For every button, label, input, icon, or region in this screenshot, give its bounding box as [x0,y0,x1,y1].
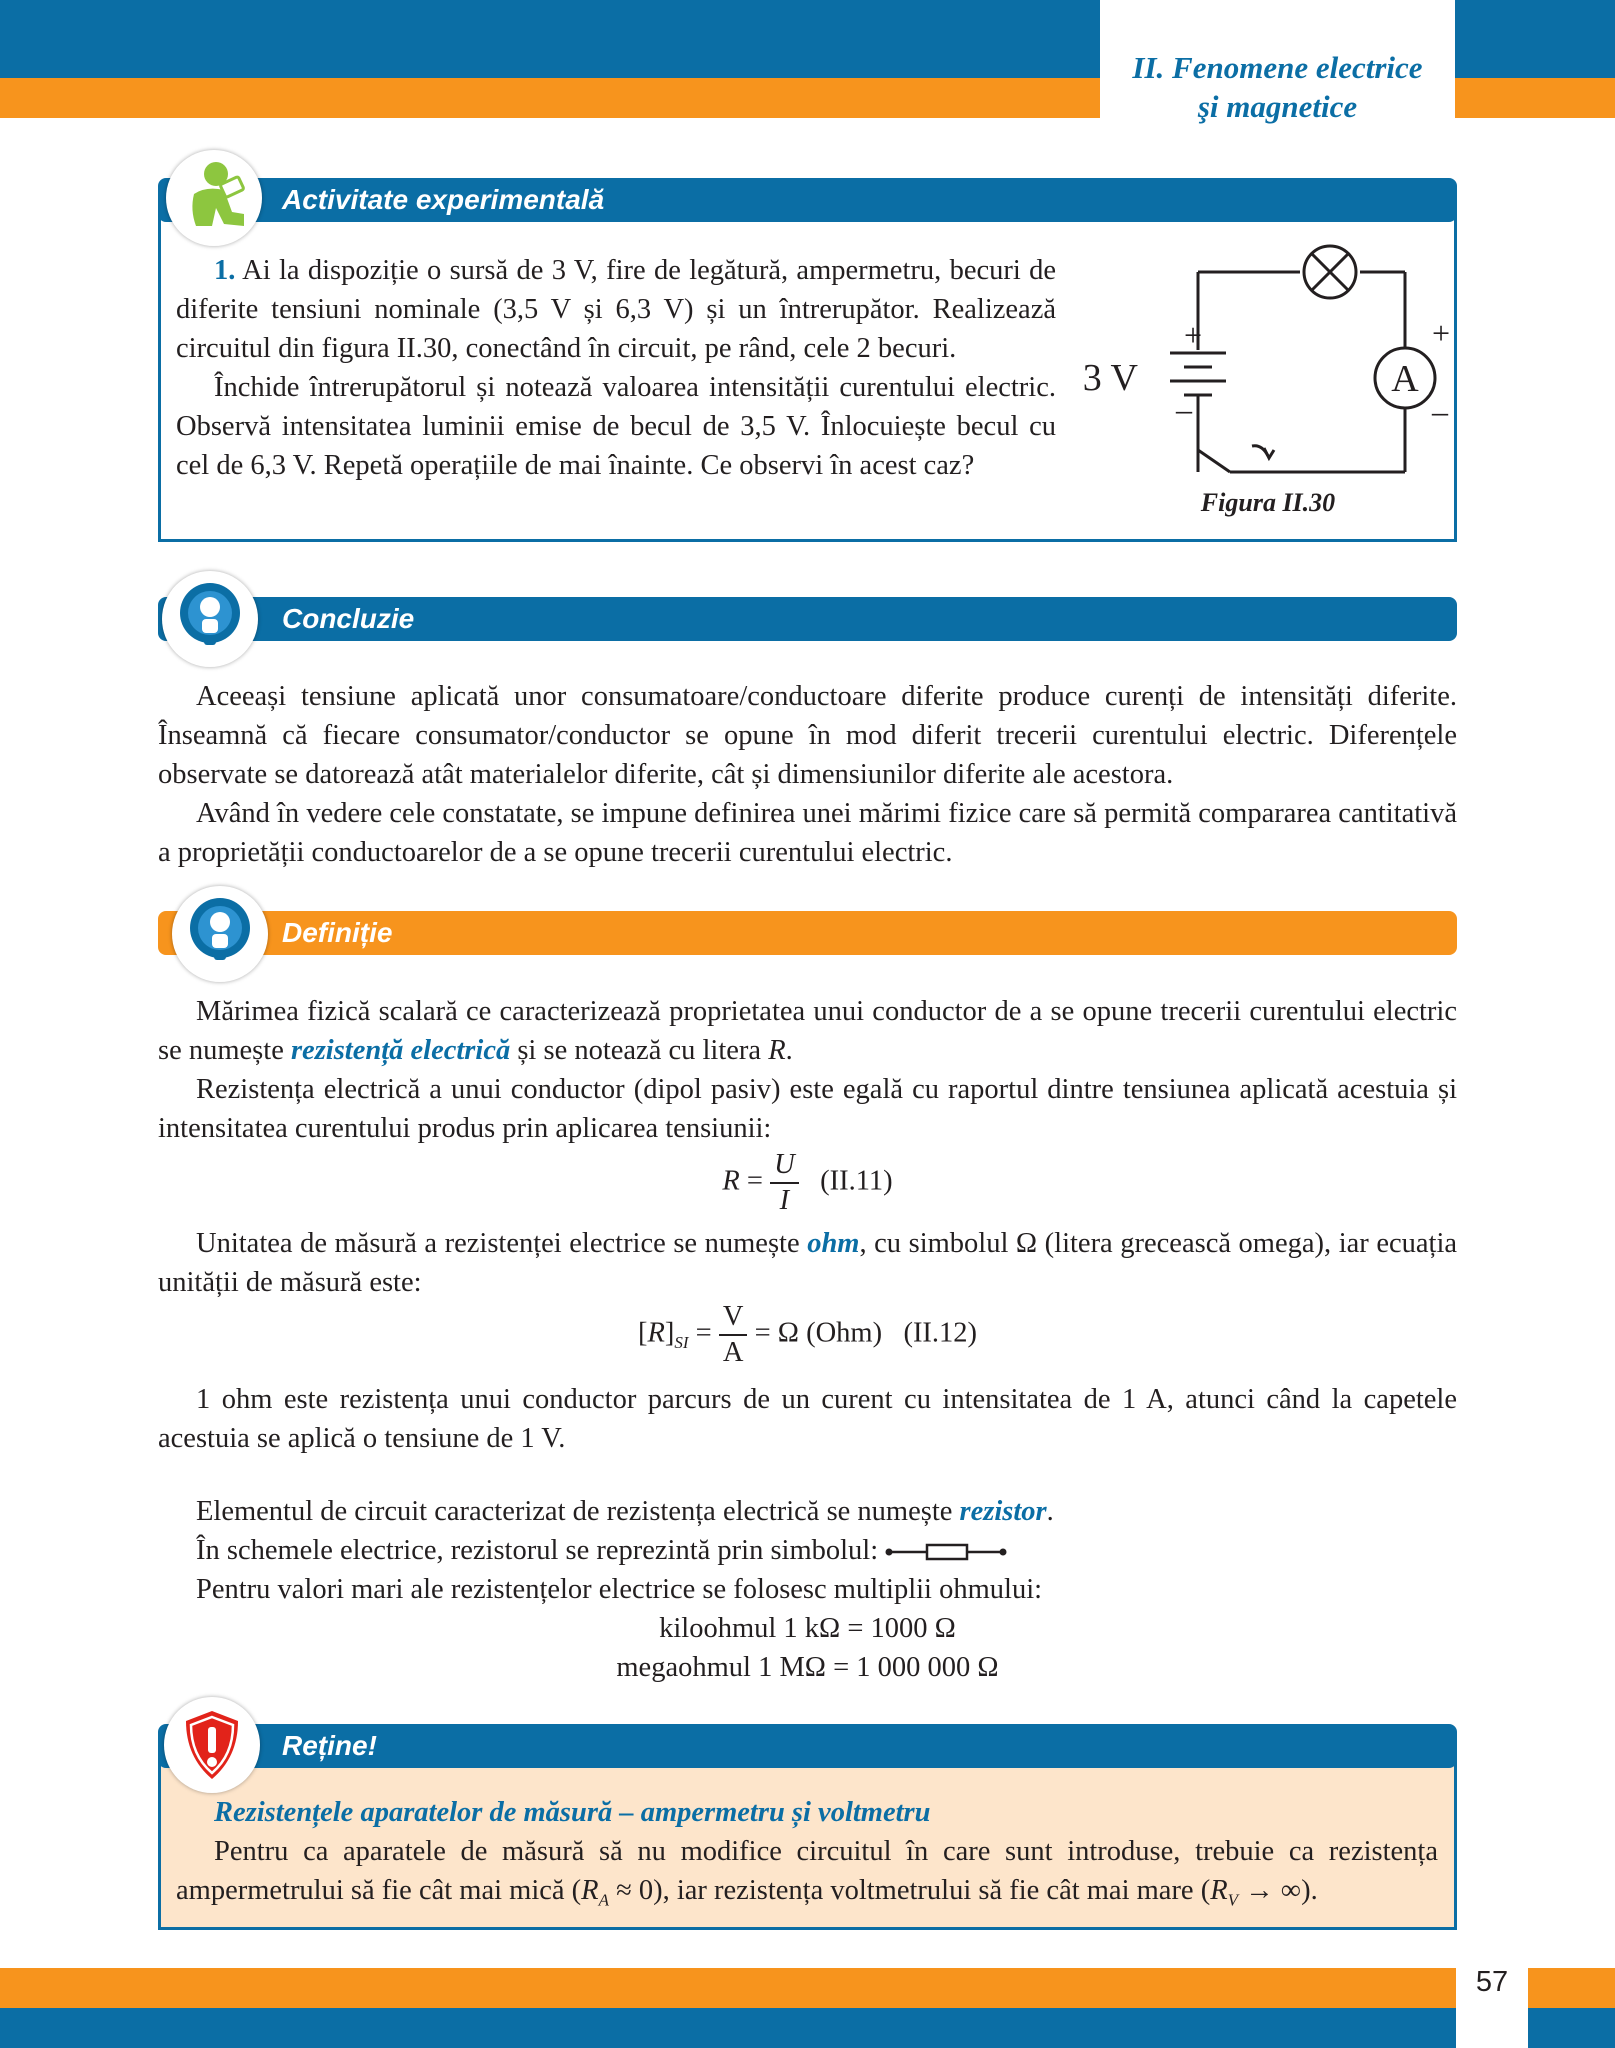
definition-text-4: 1 ohm este rezistența unui conductor parcurs de un curent cu intensitatea de 1 A, atunci când la capetele acestuia se aplică o tensiune de 1 V. [158,1384,1457,1454]
activity-paragraph-1 [176,251,1056,368]
retine-text-3: → ∞). [1238,1875,1318,1906]
activity-paragraph-2 [176,368,1056,485]
page-number: 57 [1475,1966,1509,1998]
definition-paragraph-7 [158,1570,1457,1609]
formula-ohm-law [158,1148,1457,1218]
definition-text-1b: și se notează cu litera [510,1035,769,1066]
chapter-title-line1: II. Fenomene electrice [1132,50,1423,85]
warning-shield-icon [164,1697,260,1793]
conclusion-icon-circle [162,571,258,667]
conclusion-paragraph-2 [158,794,1457,872]
activity-number: 1. [214,255,236,286]
conclusion-title: Concluzie [282,603,415,634]
definition-title: Definiție [282,917,393,948]
retine-text-1: Pentru ca aparatele de măsură să nu modifice circuitul în care sunt introduse, trebuie ca rezistența ampermetrului să fie cât mai mică ( [176,1836,1438,1906]
definition-text-7: Pentru valori mari ale rezistențelor electrice se folosesc multiplii ohmului: [196,1574,1043,1605]
symbol-RA-sub: A [598,1890,609,1910]
formula2-numerator: V [719,1300,748,1336]
footer-orange-band [0,1968,1615,2008]
retine-title: Reține! [282,1730,377,1761]
definition-text-6: În schemele electrice, rezistorul se reprezintă prin simbolul: [196,1535,879,1566]
formula1-fraction [770,1148,799,1218]
conclusion-paragraph-1 [158,677,1457,794]
battery-plus-sign: + [1184,317,1203,353]
circuit-diagram [1080,240,1460,530]
conclusion-text-2: Având în vedere cele constatate, se impune definirea unei mărimi fizice care să permită compararea cantitativă a proprietății conductoarelor de a se opune trecerii curentului electric. [158,798,1457,868]
formula2-denominator: A [722,1337,744,1368]
definition-text-3b: , cu simbolul Ω (litera grecească omega), iar ecuația unității de măsură este: [158,1228,1458,1298]
lightbulb-icon [172,886,268,982]
ammeter-minus-sign: – [1432,393,1448,429]
definition-text-5a: Elementul de circuit caracterizat de rezistența electrică se numește [196,1496,960,1527]
footer-blue-band [0,2008,1615,2048]
conclusion-text-1: Aceeași tensiune aplicată unor consumatoare/conductoare diferite produce curenți de intensități diferite. Înseamnă că fiecare consumator/conductor se opune în mod diferit trecerii curentului electric. Diferențele observate se datorează atât materialelor diferite, cât și dimensiunilor diferite ale acestora. [158,681,1457,790]
figure-caption: Figura II.30 [1200,488,1336,517]
activity-title: Activitate experimentală [282,184,605,215]
definition-text-5b: . [1046,1496,1054,1527]
retine-subtitle-text: Rezistențele aparatelor de măsură – ampermetru și voltmetru [214,1797,931,1828]
retine-paragraph [176,1832,1438,1920]
voltage-label: 3 V [1082,357,1138,399]
symbol-RV: R [1210,1875,1228,1906]
formula2-label: (II.12) [903,1317,978,1349]
chapter-title [1100,48,1455,126]
reading-person-icon [166,150,262,246]
term-ohm: ohm [807,1228,860,1259]
term-rezistenta-electrica: rezistență electrică [290,1035,511,1066]
retine-icon-circle [164,1697,260,1793]
definition-paragraph-2 [158,1070,1457,1148]
formula2-fraction [719,1300,748,1370]
activity-icon-circle [166,150,262,246]
resistor-symbol-icon [885,1541,1007,1563]
formula1-numerator: U [770,1148,799,1184]
formula1-label: (II.11) [820,1165,893,1197]
activity-text-2: Închide întrerupătorul și notează valoarea intensității curentului electric. Observă intensitatea luminii emise de becul de 3,5 V. Înlocuiește becul cu cel de 6,3 V. Repetă operațiile de mai înainte. Ce observi în acest caz? [176,372,1056,481]
formula1-lhs: R [722,1165,740,1197]
lightbulb-icon [162,571,258,667]
formula1-eq: = [746,1165,763,1197]
battery-minus-sign: – [1176,391,1192,427]
definition-paragraph-6 [158,1531,1457,1570]
symbol-RV-sub: V [1227,1890,1239,1910]
activity-text-1: Ai la dispoziție o sursă de 3 V, fire de legătură, ampermetru, becuri de diferite tensiuni nominale (3,5 V și 6,3 V) și un întrerupător. Realizează circuitul din figura II.30, conectând în circuit, pe rând, cele 2 becuri. [176,255,1057,364]
formula1-denominator: I [779,1185,790,1216]
term-rezistor: rezistor [959,1496,1047,1527]
definition-text-3a: Unitatea de măsură a rezistenței electrice se numește [196,1228,808,1259]
ammeter-plus-sign: + [1432,315,1451,351]
definition-text-1c: . [785,1035,793,1066]
multiple-megaohm: megaohmul 1 MΩ = 1 000 000 Ω [616,1652,999,1683]
definition-text-2: Rezistența electrică a unui conductor (dipol pasiv) este egală cu raportul dintre tensiunea aplicată acestuia și intensitatea curentului produs prin aplicarea tensiunii: [158,1074,1457,1144]
definition-paragraph-3 [158,1224,1457,1302]
definition-paragraph-5 [158,1492,1457,1531]
formula2-subscript: SI [674,1333,689,1353]
formula2-eq: = [695,1317,712,1349]
retine-subtitle [176,1793,1446,1832]
chapter-title-line2: şi magnetice [1197,89,1358,124]
definition-text-1a: Mărimea fizică scalară ce caracterizează proprietatea unui conductor de a se opune trecerii curentului electric se numește [158,996,1457,1066]
definition-icon-circle [172,886,268,982]
symbol-RA: R [581,1875,599,1906]
symbol-R: R [768,1035,786,1066]
multiple-kiloohm: kiloohmul 1 kΩ = 1000 Ω [659,1613,956,1644]
ammeter-label: A [1391,358,1419,400]
definition-paragraph-4 [158,1380,1457,1458]
formula-unit: $[R]_{SI}$ = $\frac{V}{A}$ = Ω (Ohm) (II.12) [637,1301,978,1368]
formula2-rhs: = Ω (Ohm) [754,1317,883,1349]
definition-paragraph-1 [158,992,1457,1070]
retine-text-2: ≈ 0), iar rezistența voltmetrului să fie cât mai mare ( [608,1875,1211,1906]
